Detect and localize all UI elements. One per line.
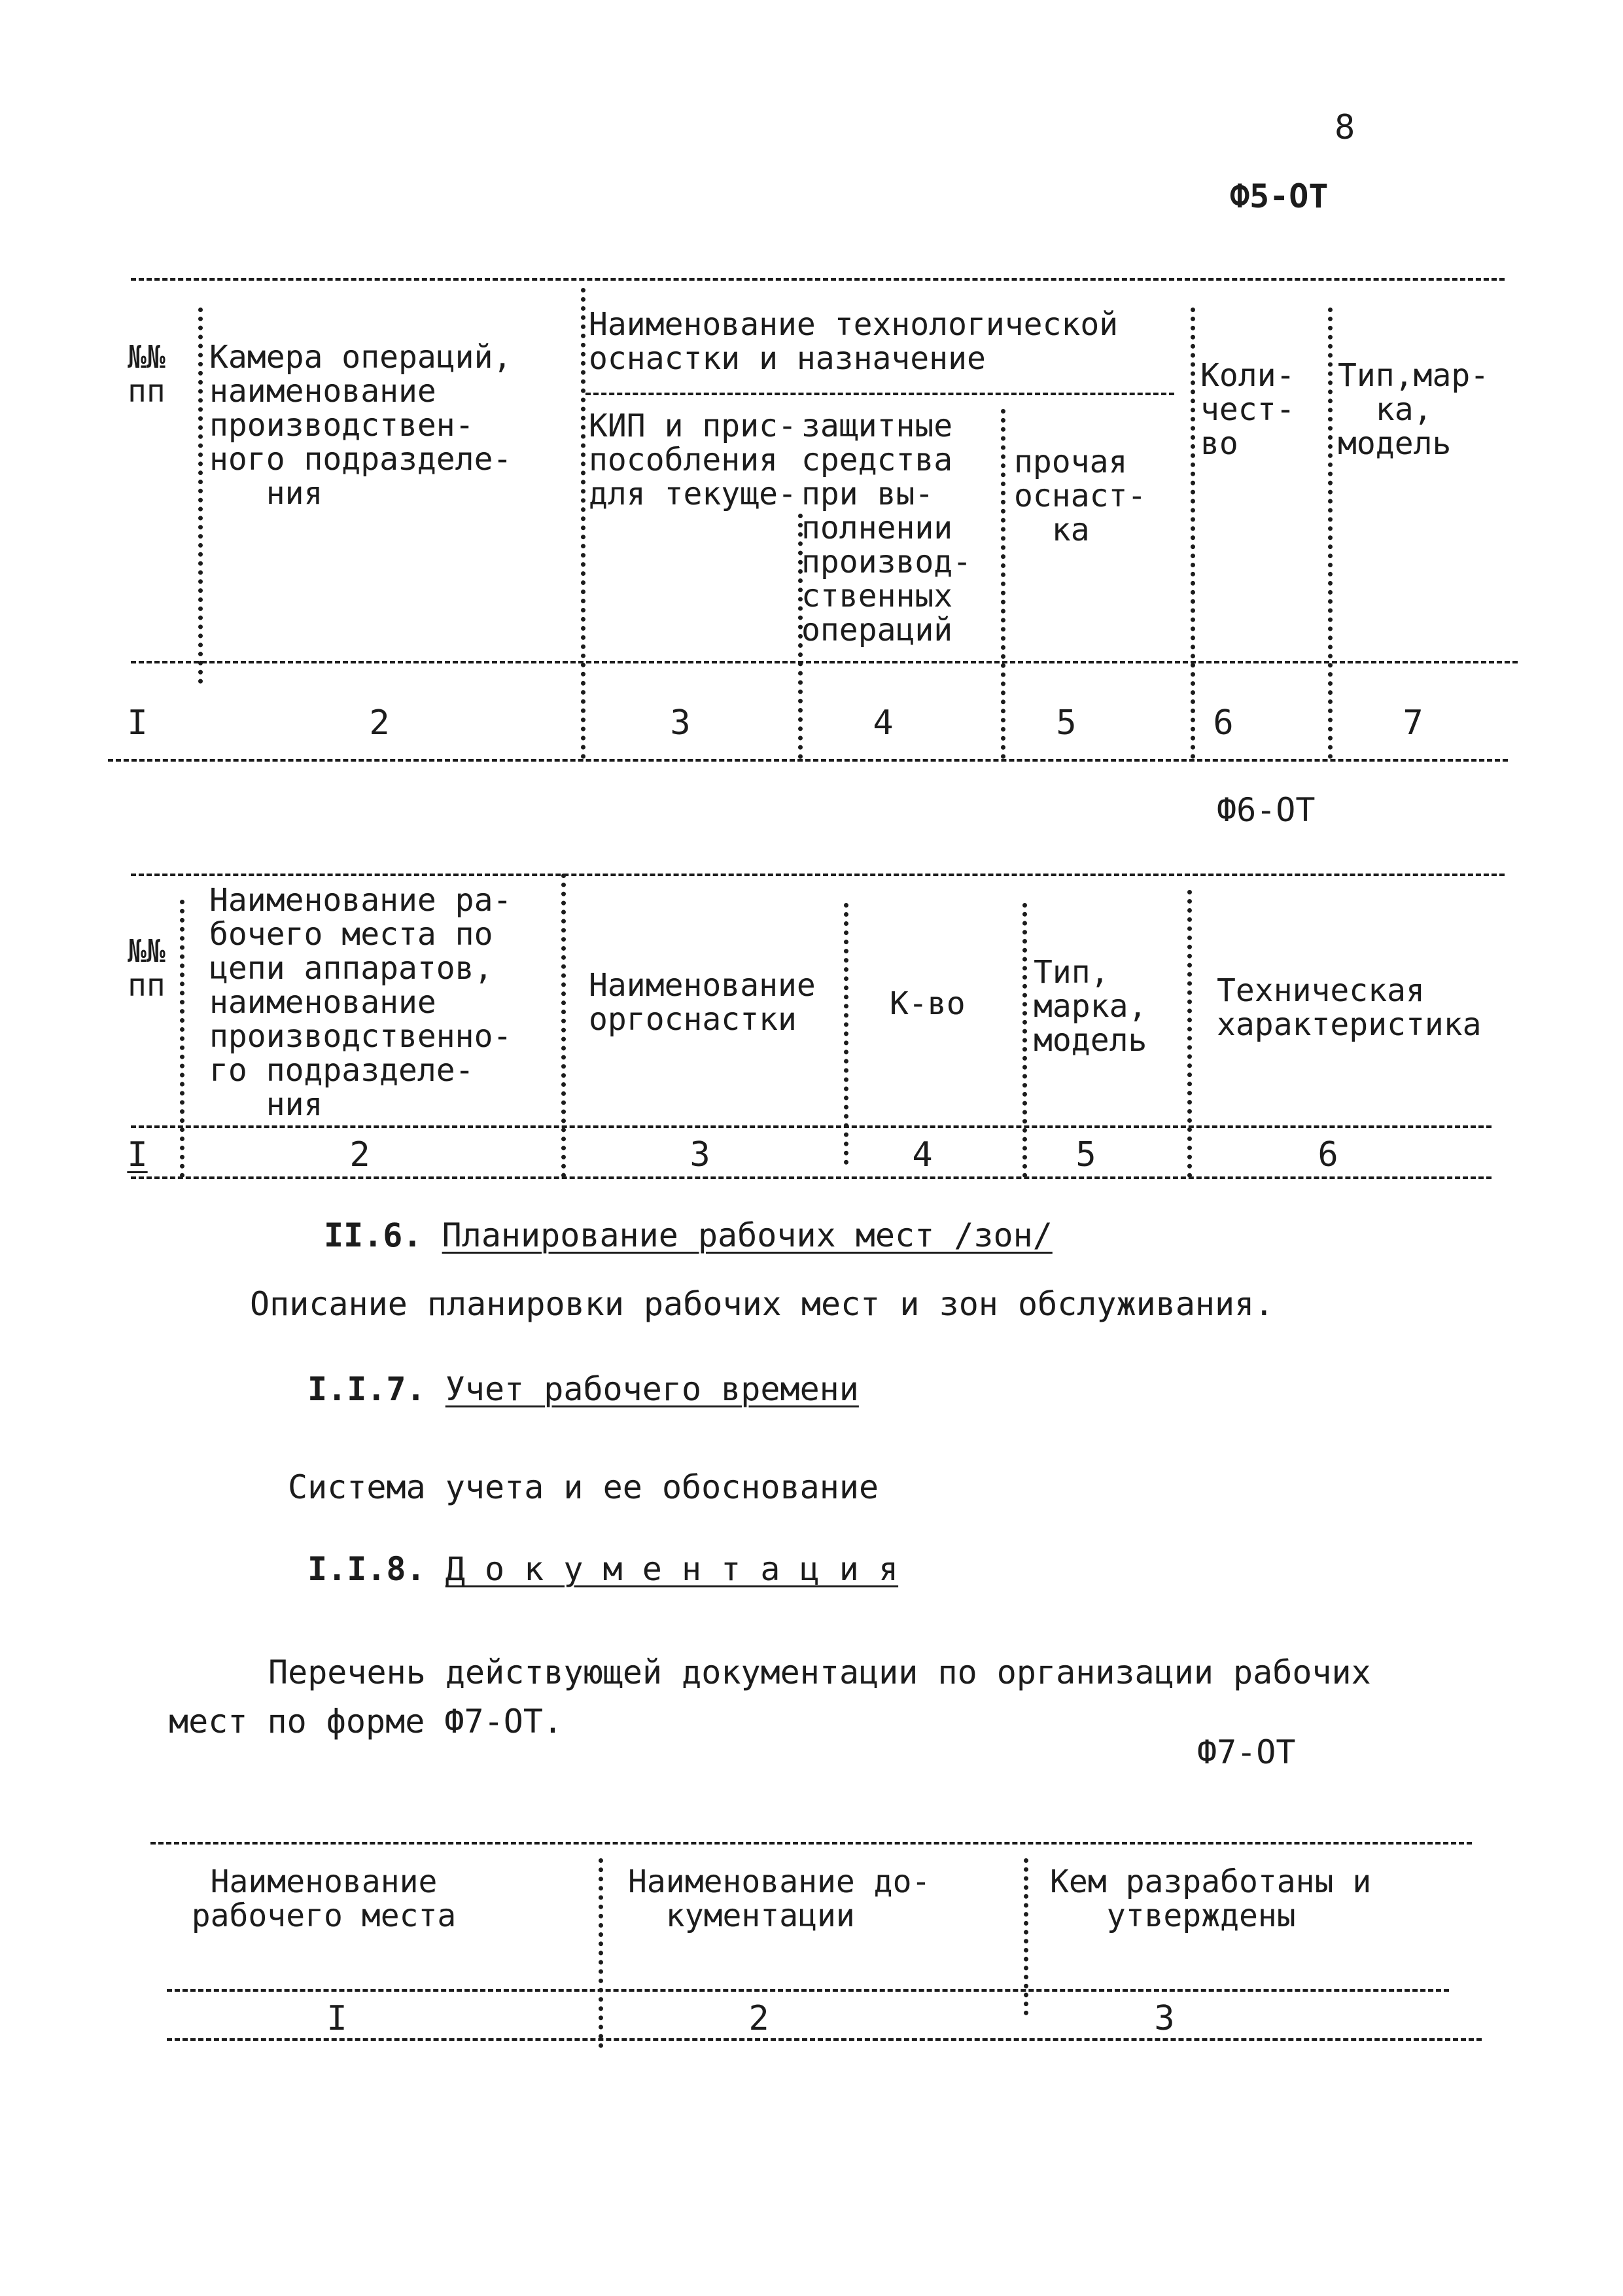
section-1-1-7-title: Учет рабочего времени — [445, 1370, 859, 1408]
f5-col-number-2: 2 — [369, 703, 390, 743]
f6-col-number-1: I — [127, 1135, 148, 1174]
f5-header-tooling-group: Наименование технологической оснастки и назначение — [589, 306, 1119, 377]
f6-col-number-5: 5 — [1075, 1135, 1096, 1174]
page-number: 8 — [1335, 108, 1355, 147]
f6-header-type-model: Тип, марка, модель — [1034, 954, 1147, 1059]
f5-col-number-4: 4 — [873, 703, 894, 743]
f6-header-workplace: Наименование ра- бочего места по цепи аппаратов, наименование производственно- го подразделе- ния — [209, 882, 512, 1123]
f5-header-other-tooling: прочая оснаст- ка — [1014, 444, 1147, 548]
section-1-1-8-text-line2: мест по форме Ф7-ОТ. — [169, 1703, 563, 1740]
f6-header-quantity: К-во — [890, 985, 966, 1022]
f7-header-developed-by: Кем разработаны и утверждены — [1050, 1863, 1372, 1934]
f6-col-number-3: 3 — [689, 1135, 710, 1174]
f5-col-number-7: 7 — [1403, 703, 1423, 743]
f5-header-protective-means: защитные средства при вы- полнении производ- ственных операций — [801, 408, 972, 648]
form-f6-code: Ф6-ОТ — [1217, 791, 1316, 829]
section-1-1-7-number: I.I.7. — [307, 1370, 426, 1408]
f6-header-number: №№ пп — [128, 933, 166, 1004]
section-1-1-8-title: Д о к у м е н т а ц и я — [445, 1550, 899, 1588]
f5-col-number-1: I — [127, 703, 148, 743]
section-1-1-6-text: Описание планировки рабочих мест и зон обслуживания. — [250, 1285, 1274, 1323]
f6-header-tech-characteristics: Техническая характеристика — [1217, 972, 1482, 1043]
f7-header-documentation: Наименование до- кументации — [628, 1863, 931, 1934]
f5-header-instruments: КИП и прис- пособления для текуще- — [589, 408, 797, 512]
section-1-1-6-heading — [324, 1217, 1053, 1254]
f5-col-number-6: 6 — [1213, 703, 1234, 743]
form-f7-code: Ф7-ОТ — [1197, 1733, 1296, 1771]
f5-header-number: №№ пп — [128, 339, 166, 410]
section-1-1-7-heading — [307, 1371, 859, 1407]
f7-header-workplace: Наименование рабочего места — [191, 1863, 457, 1934]
form-f5-code: Ф5-ОТ — [1230, 177, 1329, 215]
f6-col-number-2: 2 — [349, 1135, 370, 1174]
f6-col-number-6: 6 — [1318, 1135, 1338, 1174]
f7-col-number-3: 3 — [1154, 1999, 1175, 2038]
f5-col-number-3: 3 — [670, 703, 691, 743]
f5-col-number-5: 5 — [1056, 703, 1077, 743]
section-1-1-8-text-line1: Перечень действующей документации по организации рабочих — [268, 1653, 1371, 1691]
section-1-1-8-heading — [307, 1551, 898, 1587]
f6-col-number-4: 4 — [912, 1135, 933, 1174]
section-1-1-8-number: I.I.8. — [307, 1550, 426, 1588]
section-1-1-6-number: II.6. — [324, 1216, 423, 1254]
f7-col-number-1: I — [326, 1999, 347, 2038]
f5-header-type-model: Тип,мар- ка, модель — [1338, 357, 1490, 462]
f5-header-operation-chamber: Камера операций, наименование производствен- ного подразделе- ния — [209, 339, 512, 512]
section-1-1-7-text: Система учета и ее обоснование — [288, 1468, 879, 1506]
f6-header-org-tooling: Наименование оргоснастки — [589, 967, 816, 1038]
f7-col-number-2: 2 — [748, 1999, 769, 2038]
section-1-1-6-title: Планирование рабочих мест /зон/ — [442, 1216, 1053, 1254]
f5-header-quantity: Коли- чест- во — [1200, 357, 1295, 462]
